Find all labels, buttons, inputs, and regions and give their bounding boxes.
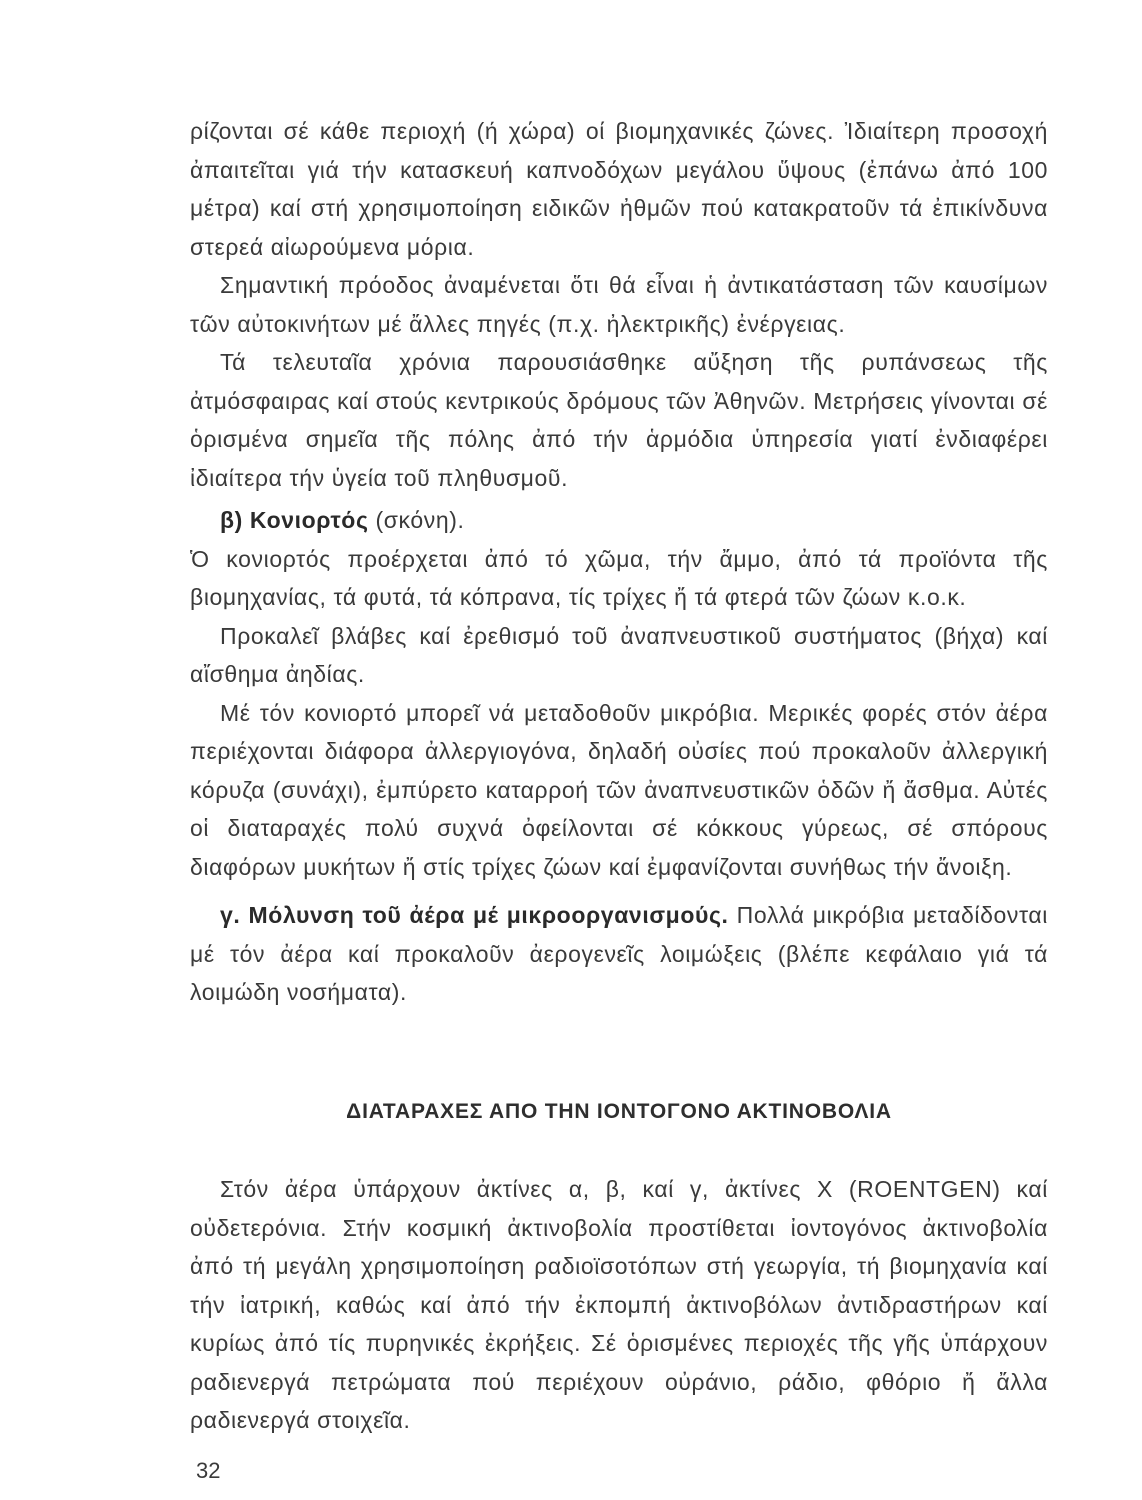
paragraph-allergens: Μέ τόν κονιορτό μπορεῖ νά μεταδοθοῦν μικρόβια. Μερικές φορές στόν ἀέρα περιέχονται διάφορα ἀλλεργιογόνα, δηλαδή οὐσίες πού προκαλοῦν ἀλλεργική κόρυζα (συνάχι), ἐμπύρετο καταρροή τῶν ἀναπνευστικῶν ὁδῶν ἤ ἄσθμα. Αὐτές οἱ διαταραχές πολύ συχνά ὀφείλονται σέ κόκκους γύρεως, σέ σπόρους διαφόρων μυκήτων ἤ στίς τρίχες ζώων καί ἐμφανίζονται συνήθως τήν ἄνοιξη.: [190, 699, 1048, 880]
paragraph-dust-effects: Προκαλεῖ βλάβες καί ἐρεθισμό τοῦ ἀναπνευστικοῦ συστήματος (βήχα) καί αἴσθημα ἀηδίας.: [190, 622, 1048, 687]
subsection-g-title: γ. Μόλυνση τοῦ ἀέρα μέ μικροοργανισμούς.: [220, 902, 729, 928]
subsection-g-paragraph: [190, 896, 1048, 1012]
page-number: 32: [196, 1458, 221, 1483]
paragraph-fuel-replacement: Σημαντική πρόοδος ἀναμένεται ὅτι θά εἶναι ἡ ἀντικατάσταση τῶν καυσίμων τῶν αὐτοκινήτων μέ ἄλλες πηγές (π.χ. ἠλεκτρικῆς) ἐνέργειας.: [190, 272, 1048, 337]
subsection-b-subtitle: (σκόνη).: [368, 507, 465, 533]
subsection-b-heading: [190, 501, 1048, 540]
subsection-g-text: Πολλά μικρόβια μεταδίδονται μέ τόν ἀέρα καί προκαλοῦν ἀερογενεῖς λοιμώξεις (βλέπε κεφάλαιο γιά τά λοιμώδη νοσήματα).: [190, 902, 1048, 1005]
paragraph-continuation: ρίζονται σέ κάθε περιοχή (ή χώρα) οί βιομηχανικές ζώνες. Ἰδιαίτερη προσοχή ἀπαιτεῖται γιά τήν κατασκευή καπνοδόχων μεγάλου ὕψους (ἐπάνω ἀπό 100 μέτρα) καί στή χρησιμοποίηση ειδικῶν ἠθμῶν πού κατακρατοῦν τά ἐπικίνδυνα στερεά αἰωρούμενα μόρια.: [190, 118, 1048, 260]
subsection-b-title: β) Κονιορτός: [220, 507, 369, 533]
body-text-top: [190, 112, 1048, 1012]
section-heading-ionizing-radiation: ΔΙΑΤΑΡΑΧΕΣ ΑΠΟ ΤΗΝ ΙΟΝΤΟΓΟΝΟ ΑΚΤΙΝΟΒΟΛΙΑ: [346, 1100, 892, 1123]
paragraph-radiation: Στόν ἀέρα ὑπάρχουν ἀκτίνες α, β, καί γ, ἀκτίνες Χ (ROENTGEN) καί οὐδετερόνια. Στήν κοσμική ἀκτινοβολία προστίθεται ἰοντογόνος ἀκτινοβολία ἀπό τή μεγάλη χρησιμοποίηση ραδιοϊσοτόπων στή γεωργία, τή βιομηχανία καί τήν ἰατρική, καθώς καί ἀπό τήν ἐκπομπή ἀκτινοβόλων ἀντιδραστήρων καί κυρίως ἀπό τίς πυρηνικές ἐκρήξεις. Σέ ὁρισμένες περιοχές τῆς γῆς ὑπάρχουν ραδιενεργά πετρώματα πού περιέχουν οὐράνιο, ράδιο, φθόριο ἤ ἄλλα ραδιενεργά στοιχεῖα.: [190, 1176, 1048, 1433]
paragraph-dust-sources: Ὁ κονιορτός προέρχεται ἀπό τό χῶμα, τήν ἄμμο, ἀπό τά προϊόντα τῆς βιομηχανίας, τά φυτά, τά κόπρανα, τίς τρίχες ἤ τά φτερά τῶν ζώων κ.ο.κ.: [190, 545, 1048, 610]
paragraph-athens-pollution: Τά τελευταῖα χρόνια παρουσιάσθηκε αὔξηση τῆς ρυπάνσεως τῆς ἀτμόσφαιρας καί στούς κεντρικούς δρόμους τῶν Ἀθηνῶν. Μετρήσεις γίνονται σέ ὁρισμένα σημεῖα τῆς πόλης ἀπό τήν ἁρμόδια ὑπηρεσία γιατί ἐνδιαφέρει ἰδιαίτερα τήν ὑγεία τοῦ πληθυσμοῦ.: [190, 349, 1048, 491]
body-text-bottom: [190, 1170, 1048, 1440]
